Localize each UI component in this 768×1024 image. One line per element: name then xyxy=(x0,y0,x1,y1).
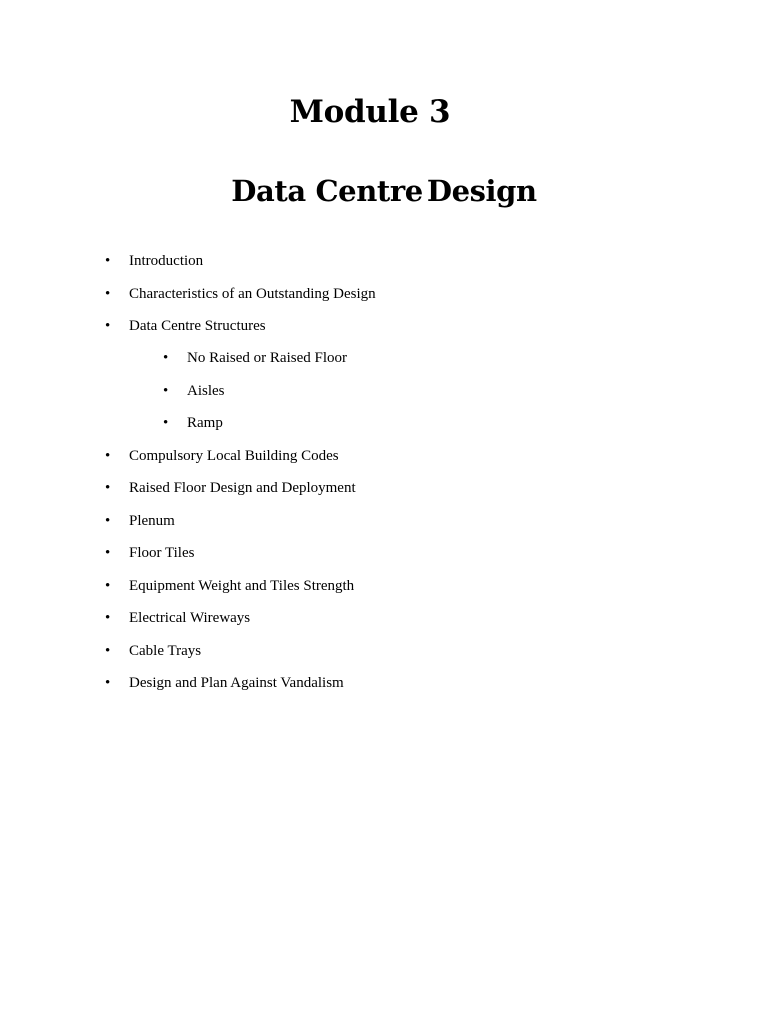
subtitle-part-2: Design xyxy=(426,174,537,208)
sub-list-item xyxy=(163,381,225,401)
list-item-label: Compulsory Local Building Codes xyxy=(129,448,339,464)
bullet-icon: • xyxy=(105,448,111,464)
list-item-label: Data Centre Structures xyxy=(129,318,266,334)
bullet-icon: • xyxy=(105,318,111,334)
sub-list-item xyxy=(163,413,223,433)
list-item xyxy=(105,511,175,531)
list-item-label: Floor Tiles xyxy=(129,545,195,561)
module-title: Module 3 xyxy=(289,94,451,130)
list-item xyxy=(105,478,356,498)
bullet-icon: • xyxy=(105,545,111,561)
list-item-label: Aisles xyxy=(187,383,225,399)
bullet-icon: • xyxy=(105,286,111,302)
list-item-label: Introduction xyxy=(129,253,204,269)
bullet-icon: • xyxy=(105,643,111,659)
list-item-label: Design and Plan Against Vandalism xyxy=(129,675,344,691)
bullet-icon: • xyxy=(163,383,169,399)
list-item xyxy=(105,543,195,563)
list-item xyxy=(105,316,266,336)
bullet-icon: • xyxy=(163,415,169,431)
list-item-label: Characteristics of an Outstanding Design xyxy=(129,286,376,302)
list-item-label: Cable Trays xyxy=(129,643,202,659)
subtitle-part-1: Data Centre xyxy=(231,174,423,208)
list-item-label: Plenum xyxy=(129,513,175,529)
list-item xyxy=(105,641,202,661)
list-item xyxy=(105,673,344,693)
bullet-icon: • xyxy=(105,610,111,626)
bullet-icon: • xyxy=(105,253,111,269)
bullet-icon: • xyxy=(163,350,169,366)
list-item-label: Electrical Wireways xyxy=(129,610,251,626)
list-item-label: Raised Floor Design and Deployment xyxy=(129,480,356,496)
list-item-label: No Raised or Raised Floor xyxy=(187,350,347,366)
list-item xyxy=(105,576,355,596)
bullet-icon: • xyxy=(105,480,111,496)
list-item xyxy=(105,446,339,466)
bullet-icon: • xyxy=(105,578,111,594)
list-item-label: Ramp xyxy=(187,415,223,431)
bullet-icon: • xyxy=(105,513,111,529)
list-item xyxy=(105,251,204,271)
bullet-icon: • xyxy=(105,675,111,691)
list-item xyxy=(105,608,251,628)
document-subtitle xyxy=(0,171,768,211)
list-item xyxy=(105,284,376,304)
list-item-label: Equipment Weight and Tiles Strength xyxy=(129,578,355,594)
sub-list-item xyxy=(163,348,347,368)
